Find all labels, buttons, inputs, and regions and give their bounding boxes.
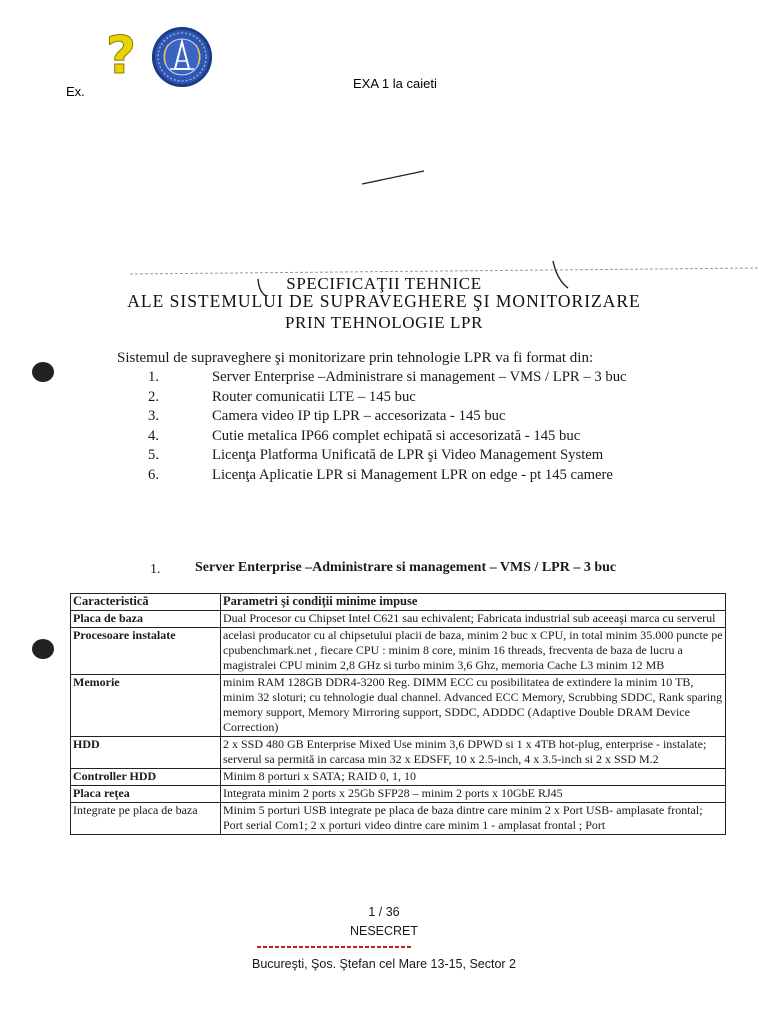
row-value: Minim 8 porturi x SATA; RAID 0, 1, 10 [221,769,726,786]
row-value: Integrata minim 2 ports x 25Gb SFP28 – minim 2 ports x 10GbE RJ45 [221,786,726,803]
ex-label: Ex. [66,84,85,99]
row-value: Dual Procesor cu Chipset Intel C621 sau echivalent; Fabricata industrial sub aceeaşi marca cu serverul [221,611,726,628]
row-name: Controller HDD [71,769,221,786]
row-value: acelasi producator cu al chipsetului placii de baza, minim 2 buc x CPU, in total minim 35.000 puncte pe cpubenchmark.net , fiecare CPU : minim 8 core, minim 16 threads, frecventa de baza de lucru a magistralei CPU minim 2,8 GHz si turbo minim 3,6 Ghz, memoria Cache L3 minim 12 MB [221,628,726,675]
list-item-text: Router comunicatii LTE – 145 buc [212,388,416,405]
question-mark-logo: ? [105,26,137,86]
row-value: 2 x SSD 480 GB Enterprise Mixed Use minim 3,6 DPWD si 1 x 4TB hot-plug, enterprise - instalate; serverul sa permită in carcasa min 32 x EDSFF, 10 x 2.5-inch, 4 x 3.5-inch si 2 x SSD M.2 [221,737,726,769]
component-list [148,369,627,486]
table-row [71,675,726,737]
list-item [148,467,627,487]
list-item-text: Licenţa Platforma Unificată de LPR şi Video Management System [212,447,604,463]
list-item [148,389,627,409]
list-item-text: Camera video IP tip LPR – accesorizata - 145 buc [212,408,506,424]
row-name: Placa reţea [71,786,221,803]
footer-address: Bucureşti, Şos. Ştefan cel Mare 13-15, Sector 2 [251,957,517,971]
classification-label: NESECRET [349,924,419,938]
list-item-text: Licenţa Aplicatie LPR si Management LPR on edge - pt 145 camere [212,466,613,483]
row-value: minim RAM 128GB DDR4-3200 Reg. DIMM ECC cu posibilitatea de extindere la minim 10 TB, minim 32 sloturi; cu tehnologie dual channel. Advanced ECC Memory, Scrubbing SDDC, Rank sparing memory support, Memory Mirroring support, SDDC, ADDDC (Adaptive Double DRAM Device Correction) [221,675,726,737]
list-item [148,428,627,448]
anexa-reference: EXA 1 la caieti [353,76,437,91]
row-name: Memorie [71,675,221,737]
row-value: Minim 5 porturi USB integrate pe placa de baza dintre care minim 2 x Port USB- amplasate frontal; Port serial Com1; 2 x porturi video dintre care minim 1 - amplasat frontal ; Port [221,803,726,835]
list-item-number: 4. [148,427,160,444]
intro-paragraph: Sistemul de supraveghere şi monitorizare prin tehnologie LPR va fi format din: [117,350,594,366]
table-header-row [71,594,726,611]
table-row [71,737,726,769]
list-item-number: 5. [148,447,160,463]
table-row [71,786,726,803]
list-item-text: Server Enterprise –Administrare si management – VMS / LPR – 3 buc [212,369,627,385]
table-row [71,611,726,628]
list-item-number: 3. [148,408,160,424]
page-number: 1 / 36 [368,905,400,919]
list-item [148,408,627,428]
title-line-2: ALE SISTEMULUI DE SUPRAVEGHERE ŞI MONITORIZARE [127,291,641,311]
row-name: HDD [71,737,221,769]
row-name: Placa de baza [71,611,221,628]
title-line-3: PRIN TEHNOLOGIE LPR [284,313,484,332]
table-row [71,628,726,675]
section-number: 1. [150,562,161,577]
list-item-number: 1. [148,369,160,385]
list-item-number: 6. [148,466,160,483]
list-item-number: 2. [148,388,160,405]
table-row [71,769,726,786]
column-header-parameters: Parametri şi condiţii minime impuse [221,594,726,611]
column-header-characteristic: Caracteristică [71,594,221,611]
list-item [148,447,627,467]
spec-table [70,593,726,835]
list-item-text: Cutie metalica IP66 complet echipată si accesorizată - 145 buc [212,427,581,444]
row-name: Procesoare instalate [71,628,221,675]
footer-scribble [255,944,415,950]
section-title: Server Enterprise –Administrare si management – VMS / LPR – 3 buc [195,560,617,575]
list-item [148,369,627,389]
table-row [71,803,726,835]
title-line-1: SPECIFICAŢII TEHNICE [286,274,482,293]
row-name: Integrate pe placa de baza [71,803,221,835]
